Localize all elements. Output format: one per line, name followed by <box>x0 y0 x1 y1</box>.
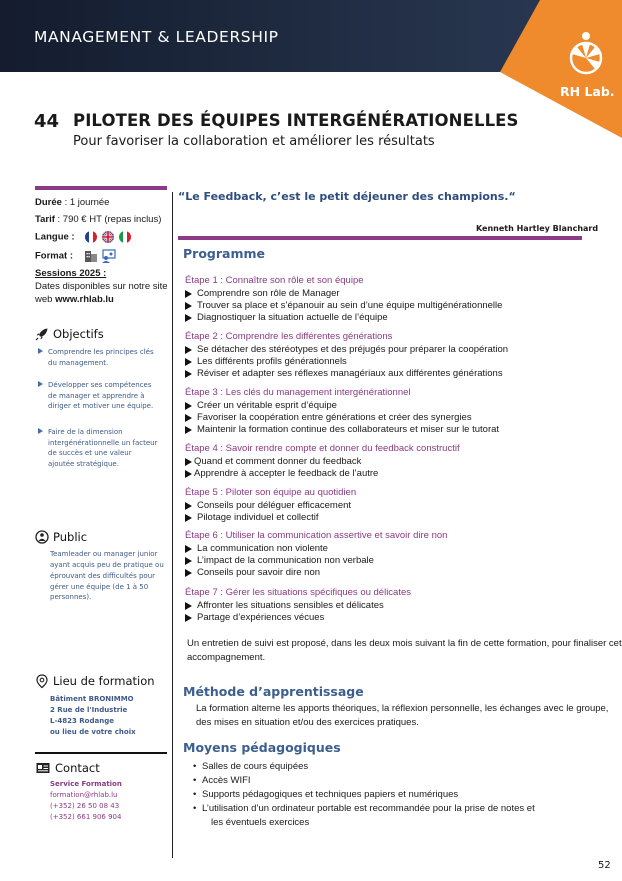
programme-item: Quand et comment donner du feedback <box>185 456 361 467</box>
methode-heading: Méthode d’apprentissage <box>183 684 364 699</box>
section-title: MANAGEMENT & LEADERSHIP <box>34 28 279 46</box>
objectif-item: Comprendre les principes clés du management. <box>38 347 160 368</box>
programme-item: Trouver sa place et s’épanouir au sein d’une équipe multigénérationnelle <box>185 300 502 311</box>
website-link[interactable]: www.rhlab.lu <box>55 294 114 305</box>
programme-item: La communication non violente <box>185 543 328 554</box>
bullet-arrow-icon <box>185 414 192 422</box>
flag-it-icon <box>119 231 131 243</box>
contact-card-icon <box>35 761 51 775</box>
programme-item: Pilotage individuel et collectif <box>185 512 318 523</box>
programme-item: Créer un véritable esprit d’équipe <box>185 400 337 411</box>
bullet-arrow-icon <box>185 370 192 378</box>
bullet-arrow-icon <box>185 514 192 522</box>
methode-text: La formation alterne les apports théoriques, la réflexion personnelle, les échanges avec le groupe, des mises en situation et/ou des exercices pratiques. <box>196 703 609 729</box>
contact-service: Service Formation <box>50 780 122 788</box>
programme-item: Favoriser la coopération entre générations et créer des synergies <box>185 412 472 423</box>
sessions-label: Sessions 2025 : <box>35 268 107 279</box>
course-subtitle: Pour favoriser la collaboration et améliorer les résultats <box>73 134 435 149</box>
objectif-item: Développer ses compétences de manager et apprendre à diriger et motiver une équipe. <box>38 380 160 412</box>
course-title: PILOTER DES ÉQUIPES INTERGÉNÉRATIONELLES <box>73 111 519 130</box>
programme-step-title: Étape 7 : Gérer les situations spécifiques ou délicates <box>185 587 412 598</box>
programme-item: L’impact de la communication non verbale <box>185 555 374 566</box>
page-number: 52 <box>598 860 611 871</box>
moyens-item: • L’utilisation d’un ordinateur portable est recommandée pour la prise de notes et <box>202 802 535 816</box>
objectif-item: Faire de la dimension intergénérationnelle un facteur de succès et une valeur ajoutée stratégique. <box>38 427 160 469</box>
suivi-text: Un entretien de suivi est proposé, dans les deux mois suivant la fin de cette formation, pour finaliser cet accompagnement. <box>187 638 622 664</box>
bullet-arrow-icon <box>185 470 192 478</box>
duree: Durée : 1 journée <box>35 197 110 208</box>
programme-step-title: Étape 3 : Les clés du management intergénérationnel <box>185 387 411 398</box>
contact-heading: Contact <box>35 761 100 775</box>
programme-heading: Programme <box>183 246 265 261</box>
sessions-line1: Dates disponibles sur notre site <box>35 281 168 292</box>
programme-item: Comprendre son rôle de Manager <box>185 288 340 299</box>
bullet-arrow-icon <box>185 569 192 577</box>
langue: Langue : <box>35 231 133 244</box>
bullet-arrow-icon <box>185 426 192 434</box>
moyens-item: • Salles de cours équipées <box>202 760 308 774</box>
public-text: Teamleader ou manager junior ayant acquis peu de pratique ou éprouvant des difficultés pour gérer une équipe (de 1 à 50 personnes). <box>50 550 164 602</box>
programme-item: Se détacher des stéréotypes et des préjugés pour préparer la coopération <box>185 344 508 355</box>
programme-item: Partage d’expériences vécues <box>185 612 324 623</box>
programme-item: Diagnostiquer la situation actuelle de l’équipe <box>185 312 388 323</box>
moyens-item-cont: les éventuels exercices <box>211 817 310 828</box>
programme-step-title: Étape 6 : Utiliser la communication assertive et savoir dire non <box>185 530 448 541</box>
programme-bar <box>178 236 582 240</box>
contact-bar <box>35 752 167 754</box>
quote-author: Kenneth Hartley Blanchard <box>476 224 599 233</box>
remote-meeting-icon <box>100 249 116 263</box>
programme-item: Conseils pour savoir dire non <box>185 567 320 578</box>
contact-email[interactable]: formation@rhlab.lu <box>50 791 118 799</box>
course-number: 44 <box>34 111 60 132</box>
programme-item: Les différents profils générationnels <box>185 356 347 367</box>
format: Format : <box>35 249 116 263</box>
bullet-arrow-icon <box>185 402 192 410</box>
bullet-arrow-icon <box>185 314 192 322</box>
objectifs-heading: Objectifs <box>35 327 104 341</box>
lieu-line: L-4823 Rodange <box>50 717 114 725</box>
bullet-arrow-icon <box>185 290 192 298</box>
public-heading: Public <box>35 530 87 544</box>
bullet-arrow-icon <box>185 602 192 610</box>
flag-uk-icon <box>102 231 114 243</box>
bullet-arrow-icon <box>185 358 192 366</box>
programme-item: Affronter les situations sensibles et délicates <box>185 600 384 611</box>
bullet-arrow-icon <box>185 502 192 510</box>
moyens-item: • Supports pédagogiques et techniques papiers et numériques <box>202 788 458 802</box>
moyens-item: • Accès WIFI <box>202 774 251 788</box>
tarif: Tarif : 790 € HT (repas inclus) <box>35 214 162 225</box>
programme-item: Maintenir la formation continue des collaborateurs et miser sur le tutorat <box>185 424 499 435</box>
column-divider <box>172 192 173 858</box>
programme-step-title: Étape 2 : Comprendre les différentes générations <box>185 331 393 342</box>
bullet-arrow-icon <box>185 557 192 565</box>
bullet-arrow-icon <box>185 346 192 354</box>
flag-fr-icon <box>85 231 97 243</box>
logo-text: RH Lab. <box>560 84 615 99</box>
contact-phone2[interactable]: (+352) 661 906 904 <box>50 813 122 821</box>
bullet-arrow-icon <box>185 302 192 310</box>
target-audience-icon <box>35 530 49 544</box>
programme-item: Apprendre à accepter le feedback de l’autre <box>185 468 378 479</box>
bullet-arrow-icon <box>185 458 192 466</box>
rocket-icon <box>35 327 49 341</box>
quote: “Le Feedback, c’est le petit déjeuner des champions.“ <box>178 190 516 203</box>
building-icon <box>84 249 98 263</box>
lieu-heading: Lieu de formation <box>35 672 155 690</box>
programme-step-title: Étape 1 : Connaître son rôle et son équipe <box>185 275 364 286</box>
contact-phone1[interactable]: (+352) 26 50 08 43 <box>50 802 120 810</box>
programme-item: Conseils pour déléguer efficacement <box>185 500 351 511</box>
location-pin-icon <box>35 672 49 690</box>
moyens-heading: Moyens pédagogiques <box>183 740 341 755</box>
sidebar-top-bar <box>35 186 167 190</box>
lieu-line: 2 Rue de l'Industrie <box>50 706 128 714</box>
programme-item: Réviser et adapter ses réflexes managériaux aux différentes générations <box>185 368 503 379</box>
lieu-line: Bâtiment BRONIMMO <box>50 695 134 703</box>
bullet-arrow-icon <box>185 614 192 622</box>
programme-step-title: Étape 5 : Piloter son équipe au quotidien <box>185 487 357 498</box>
lieu-line: ou lieu de votre choix <box>50 728 136 736</box>
bullet-arrow-icon <box>185 545 192 553</box>
programme-step-title: Étape 4 : Savoir rendre compte et donner du feedback constructif <box>185 443 460 454</box>
sessions-line2: web www.rhlab.lu <box>35 294 114 305</box>
